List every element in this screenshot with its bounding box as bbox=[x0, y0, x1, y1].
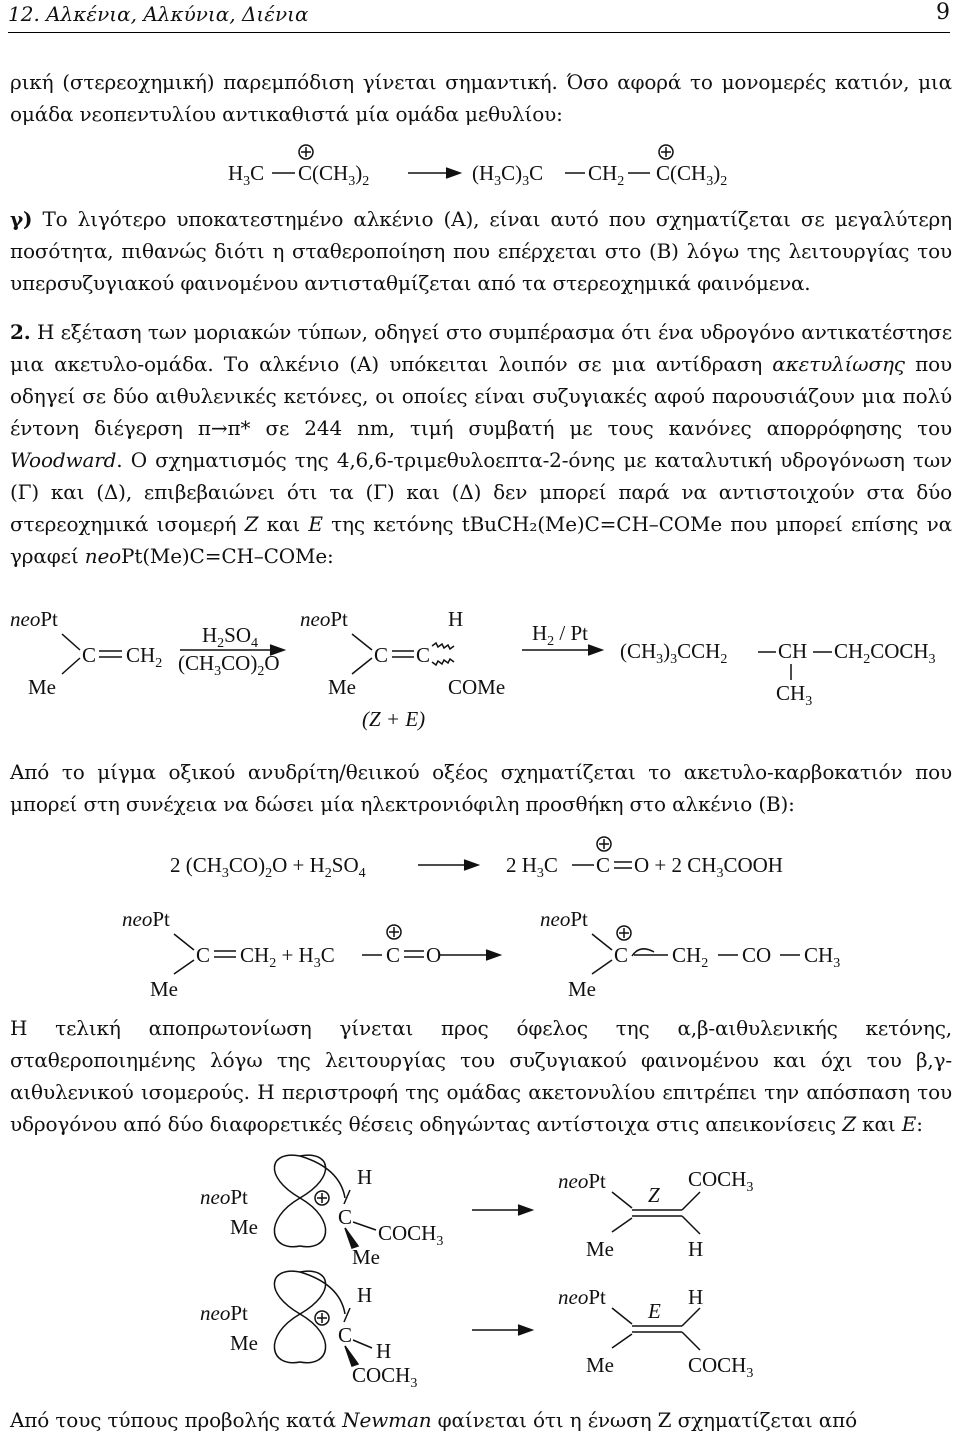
svg-text:Me: Me bbox=[328, 675, 356, 699]
svg-text:C: C bbox=[196, 943, 211, 967]
reagent-h2-pt: $H_2$ / Pt bbox=[532, 621, 589, 649]
svg-text:CH2: $CH_2$ bbox=[672, 943, 709, 971]
svg-text:H: H bbox=[376, 1339, 392, 1363]
svg-text:neoPt: neoPt bbox=[200, 1185, 248, 1209]
methyl-label: Me bbox=[28, 675, 56, 699]
paragraph-deprotonation: Η τελική αποπρωτονίωση γίνεται προς όφελος της α,β-αιθυλενικής κετόνης, σταθεροποιημένης λόγω της λειτουργίας του συζυγιακού φαινομένου και όχι του β,γ-αιθυλενικού ισομερούς. Η περιστροφή της ομάδας ακετονυλίου επιτρέπει την απόσπαση του υδρογόνου από δύο διαφορετικές θέσεις οδηγώντας αντίστοιχα στις απεικονίσεις Z και E: bbox=[10, 1016, 952, 1136]
svg-text:H: H bbox=[448, 607, 464, 631]
running-header bbox=[8, 0, 950, 33]
svg-text:O: O bbox=[426, 943, 442, 967]
svg-text:Me: Me bbox=[230, 1331, 258, 1355]
p-orbital-lobe-icon bbox=[274, 1314, 325, 1363]
svg-text:C: C bbox=[386, 943, 401, 967]
svg-text:CH2: $CH_2$ bbox=[126, 643, 163, 671]
svg-text:H: H bbox=[357, 1165, 373, 1189]
svg-text:C: C bbox=[338, 1205, 353, 1229]
svg-text:neoPt: neoPt bbox=[540, 907, 588, 931]
paragraph-acylium: Από το μίγμα οξικού ανυδρίτη/θειικού οξέος σχηματίζεται το ακετυλο-καρβοκατιόν που μπορεί στη συνέχεια να δώσει μία ηλεκτρονιόφιλη προσθήκη στο αλκένιο (Β): bbox=[10, 760, 952, 816]
svg-text:2 H3C: 2 $H_3C$ bbox=[506, 853, 558, 881]
svg-text:neoPt: neoPt bbox=[300, 607, 348, 631]
svg-text:neoPt: neoPt bbox=[558, 1285, 606, 1309]
svg-text:Me: Me bbox=[150, 977, 178, 1001]
scheme-cation-substitution bbox=[0, 130, 960, 194]
svg-text:CH2COCH3: $CH_2COCH_3$ bbox=[834, 639, 936, 667]
svg-text:Me: Me bbox=[352, 1245, 380, 1269]
svg-text:CO: CO bbox=[742, 943, 772, 967]
c-ch3-2-group: $C(CH_3)_2$ bbox=[298, 161, 370, 189]
svg-text:H: H bbox=[357, 1283, 373, 1307]
neopentyl-group: $(H_3C)_3C$ bbox=[472, 161, 544, 189]
p-orbital-lobe-icon bbox=[274, 1271, 325, 1314]
svg-text:C: C bbox=[614, 943, 629, 967]
p-orbital-lobe-icon bbox=[274, 1198, 325, 1247]
svg-text:C: C bbox=[596, 853, 611, 877]
h3c-group: $H_3C$ bbox=[228, 161, 265, 189]
svg-text:Me: Me bbox=[586, 1237, 614, 1261]
svg-text:COCH3: $COCH_3$ bbox=[688, 1353, 754, 1381]
alkene-c: C bbox=[82, 643, 97, 667]
svg-text:Me: Me bbox=[586, 1353, 614, 1377]
wavy-bond bbox=[432, 659, 454, 665]
svg-text:neoPt: neoPt bbox=[200, 1301, 248, 1325]
svg-text:COCH3: $COCH_3$ bbox=[378, 1221, 444, 1249]
svg-text:Me: Me bbox=[230, 1215, 258, 1239]
z-isomer-label: Z bbox=[648, 1183, 660, 1207]
scheme-z-e-conformers bbox=[0, 1148, 960, 1398]
item-label: γ) bbox=[10, 207, 33, 231]
svg-text:CH3: $CH_3$ bbox=[804, 943, 841, 971]
reagent-ac2o: $(CH_3CO)_2O$ bbox=[178, 651, 280, 679]
svg-text:neoPt: neoPt bbox=[122, 907, 170, 931]
paragraph-answer-2: 2. Η εξέταση των μοριακών τύπων, οδηγεί στο συμπέρασμα ότι ένα υδρογόνο αντικατέστησε μια ακετυλο-ομάδα. Το αλκένιο (Α) υπόκειται λοιπόν σε μια αντίδραση ακετυλίωσης που οδηγεί σε δύο αιθυλενικές κετόνες, οι οποίες είναι συζυγιακές αφού παρουσιάζουν μια πολύ έντονη διέγερση π→π* σε 244 nm, τιμή συμβατή με τους κανόνες απορρόφησης του Woodward. Ο σχηματισμός της 4,6,6-τριμεθυλοεπτα-2-όνης με καταλυτική υδρογόνωση των (Γ) και (Δ), επιβεβαιώνει ότι τα (Γ) και (Δ) δεν μπορεί παρά να αντιστοιχούν στα δύο στερεοχημικά ισομερή Z και E της κετόνης tBuCH₂(Me)C=CH–COMe που μπορεί επίσης να γραφεί neoPt(Me)C=CH–COMe: bbox=[10, 320, 952, 568]
svg-text:C: C bbox=[374, 643, 389, 667]
hydrogenated-product: $(CH_3)_3CCH_2$ bbox=[620, 639, 728, 667]
chapter-title: 12. Αλκένια, Αλκύνια, Διένια bbox=[8, 2, 309, 26]
reagent-h2so4: $H_2SO_4$ bbox=[202, 623, 259, 651]
paragraph-answer-c: γ) Το λιγότερο υποκατεστημένο αλκένιο (Α), είναι αυτό που σχηματίζεται σε μεγαλύτερη ποσότητα, πιθανώς διότι η σταθεροποίηση που επέρχεται στο (Β) λόγω της λειτουργίας του υπερσυζυγιακού φαινομένου αντισταθμίζεται από τα στερεοχημικά φαινόμενα. bbox=[10, 207, 952, 295]
paragraph-text: ρική (στερεοχημική) παρεμπόδιση γίνεται σημαντική. Όσο αφορά το μονομερές κατιόν, μια ομάδα νεοπεντυλίου αντικαθιστά μία ομάδα μεθυλίου: bbox=[10, 70, 952, 126]
acetyl-label: COMe bbox=[448, 675, 506, 699]
ze-mixture-label: (Z + E) bbox=[362, 707, 426, 731]
svg-text:CH: CH bbox=[778, 639, 808, 663]
svg-text:COCH3: $COCH_3$ bbox=[688, 1167, 754, 1195]
scheme-electrophilic-addition bbox=[0, 900, 960, 1010]
page-number: 9 bbox=[936, 0, 950, 25]
svg-text:C: C bbox=[416, 643, 431, 667]
svg-text:COCH3: $COCH_3$ bbox=[352, 1363, 418, 1391]
acetic-anhydride: 2 $(CH_3CO)_2O + H_2SO_4$ bbox=[170, 853, 366, 881]
paragraph-intro bbox=[10, 66, 952, 130]
svg-text:O + 2 CH3COOH: O + 2 $CH_3COOH$ bbox=[634, 853, 783, 881]
svg-text:neoPt: neoPt bbox=[558, 1169, 606, 1193]
svg-text:C: C bbox=[338, 1323, 353, 1347]
scheme-acetylation bbox=[0, 596, 960, 740]
e-isomer-label: E bbox=[648, 1299, 661, 1323]
paragraph-newman: Από τους τύπους προβολής κατά Newman φαίνεται ότι η ένωση Z σχηματίζεται από bbox=[10, 1408, 858, 1432]
wavy-bond bbox=[432, 643, 454, 649]
svg-text:CH2 + H3C: $CH_2 + H_3C$ bbox=[240, 943, 335, 971]
c-ch3-2-group: $C(CH_3)_2$ bbox=[656, 161, 728, 189]
svg-text:H: H bbox=[688, 1285, 704, 1309]
scheme-acylium-formation bbox=[0, 830, 960, 886]
item-label: 2. bbox=[10, 320, 31, 344]
svg-text:H: H bbox=[688, 1237, 704, 1261]
neopentyl-label: neoPt bbox=[10, 607, 58, 631]
svg-text:CH3: $CH_3$ bbox=[776, 681, 813, 709]
svg-text:Me: Me bbox=[568, 977, 596, 1001]
ch2-group: $CH_2$ bbox=[588, 161, 625, 189]
